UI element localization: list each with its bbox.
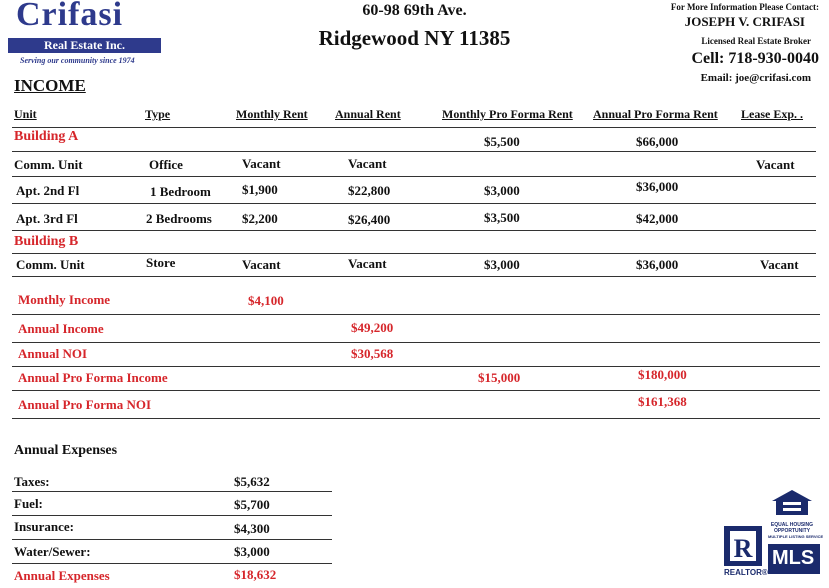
contact-email: Email: joe@crifasi.com: [700, 72, 811, 84]
expense-label: Taxes:: [14, 474, 50, 489]
header-unit: Unit: [14, 107, 37, 121]
svg-text:R: R: [733, 534, 753, 563]
expense-label: Insurance:: [14, 519, 74, 534]
row-pf-annual: $36,000: [636, 257, 679, 272]
expenses-total-value: $18,632: [234, 567, 277, 582]
pf-income-monthly: $15,000: [478, 370, 521, 385]
realtor-text: REALTOR®: [724, 568, 768, 577]
expenses-title: Annual Expenses: [14, 443, 118, 458]
row-type: Store: [146, 255, 176, 270]
row-lease: Vacant: [756, 157, 795, 172]
mls-top-text: MULTIPLE LISTING SERVICE: [768, 534, 824, 539]
monthly-income-label: Monthly Income: [18, 292, 111, 307]
row-monthly: Vacant: [242, 257, 281, 272]
monthly-income-value: $4,100: [248, 293, 284, 308]
expense-value: $5,632: [234, 474, 270, 489]
row-unit: Apt. 2nd Fl: [16, 183, 80, 198]
logo-tagline: Serving our community since 1974: [20, 56, 135, 65]
header-lease-exp: Lease Exp. .: [741, 107, 804, 121]
annual-noi-label: Annual NOI: [18, 346, 87, 361]
row-pf-monthly: $3,000: [484, 257, 520, 272]
row-annual: Vacant: [348, 156, 387, 171]
row-unit: Apt. 3rd Fl: [16, 211, 78, 226]
expense-value: $3,000: [234, 544, 270, 559]
realtor-mls-logo: [722, 520, 822, 578]
row-type: 1 Bedroom: [150, 184, 211, 199]
header-monthly-pro-forma: Monthly Pro Forma Rent: [442, 107, 573, 121]
expense-label: Water/Sewer:: [14, 544, 91, 559]
building-a-label: Building A: [14, 129, 79, 144]
building-b-label: Building B: [14, 234, 79, 249]
header-monthly-rent: Monthly Rent: [236, 107, 308, 121]
building-a-pf-annual: $66,000: [636, 134, 679, 149]
row-annual: Vacant: [348, 256, 387, 271]
pf-noi-value: $161,368: [638, 394, 687, 409]
expense-value: $5,700: [234, 497, 270, 512]
row-lease: Vacant: [760, 257, 799, 272]
header-annual-rent: Annual Rent: [335, 107, 401, 121]
row-annual: $22,800: [348, 183, 391, 198]
building-a-pf-monthly: $5,500: [484, 134, 520, 149]
expense-value: $4,300: [234, 521, 270, 536]
header-annual-pro-forma: Annual Pro Forma Rent: [593, 107, 718, 121]
pf-income-annual: $180,000: [638, 367, 687, 382]
row-monthly: $1,900: [242, 182, 278, 197]
property-city: Ridgewood NY 11385: [318, 26, 511, 50]
property-street: 60-98 69th Ave.: [362, 2, 467, 19]
contact-intro: For More Information Please Contact:: [670, 2, 819, 12]
header-type: Type: [145, 107, 171, 121]
row-monthly: Vacant: [242, 156, 281, 171]
row-monthly: $2,200: [242, 211, 278, 226]
mls-text: MLS: [772, 547, 815, 569]
contact-title: Licensed Real Estate Broker: [701, 36, 811, 46]
row-pf-annual: $42,000: [636, 211, 679, 226]
income-title: INCOME: [14, 76, 86, 95]
row-unit: Comm. Unit: [14, 157, 83, 172]
logo-name: Crifasi: [16, 0, 124, 33]
logo-company: Real Estate Inc.: [8, 38, 161, 53]
equal-housing-text: EQUAL HOUSING OPPORTUNITY: [770, 522, 814, 534]
expenses-total-label: Annual Expenses: [14, 568, 110, 583]
row-annual: $26,400: [348, 212, 391, 227]
contact-cell: Cell: 718-930-0040: [691, 50, 819, 67]
row-type: Office: [149, 157, 183, 172]
row-pf-monthly: $3,000: [484, 183, 520, 198]
pf-noi-label: Annual Pro Forma NOI: [18, 397, 152, 412]
row-unit: Comm. Unit: [16, 257, 85, 272]
annual-noi-value: $30,568: [351, 346, 394, 361]
annual-income-label: Annual Income: [18, 321, 104, 336]
annual-income-value: $49,200: [351, 320, 394, 335]
row-pf-annual: $36,000: [636, 179, 679, 194]
pf-income-label: Annual Pro Forma Income: [18, 370, 168, 385]
row-pf-monthly: $3,500: [484, 210, 520, 225]
row-type: 2 Bedrooms: [146, 211, 212, 226]
expense-label: Fuel:: [14, 496, 43, 511]
contact-name: JOSEPH V. CRIFASI: [684, 14, 805, 29]
